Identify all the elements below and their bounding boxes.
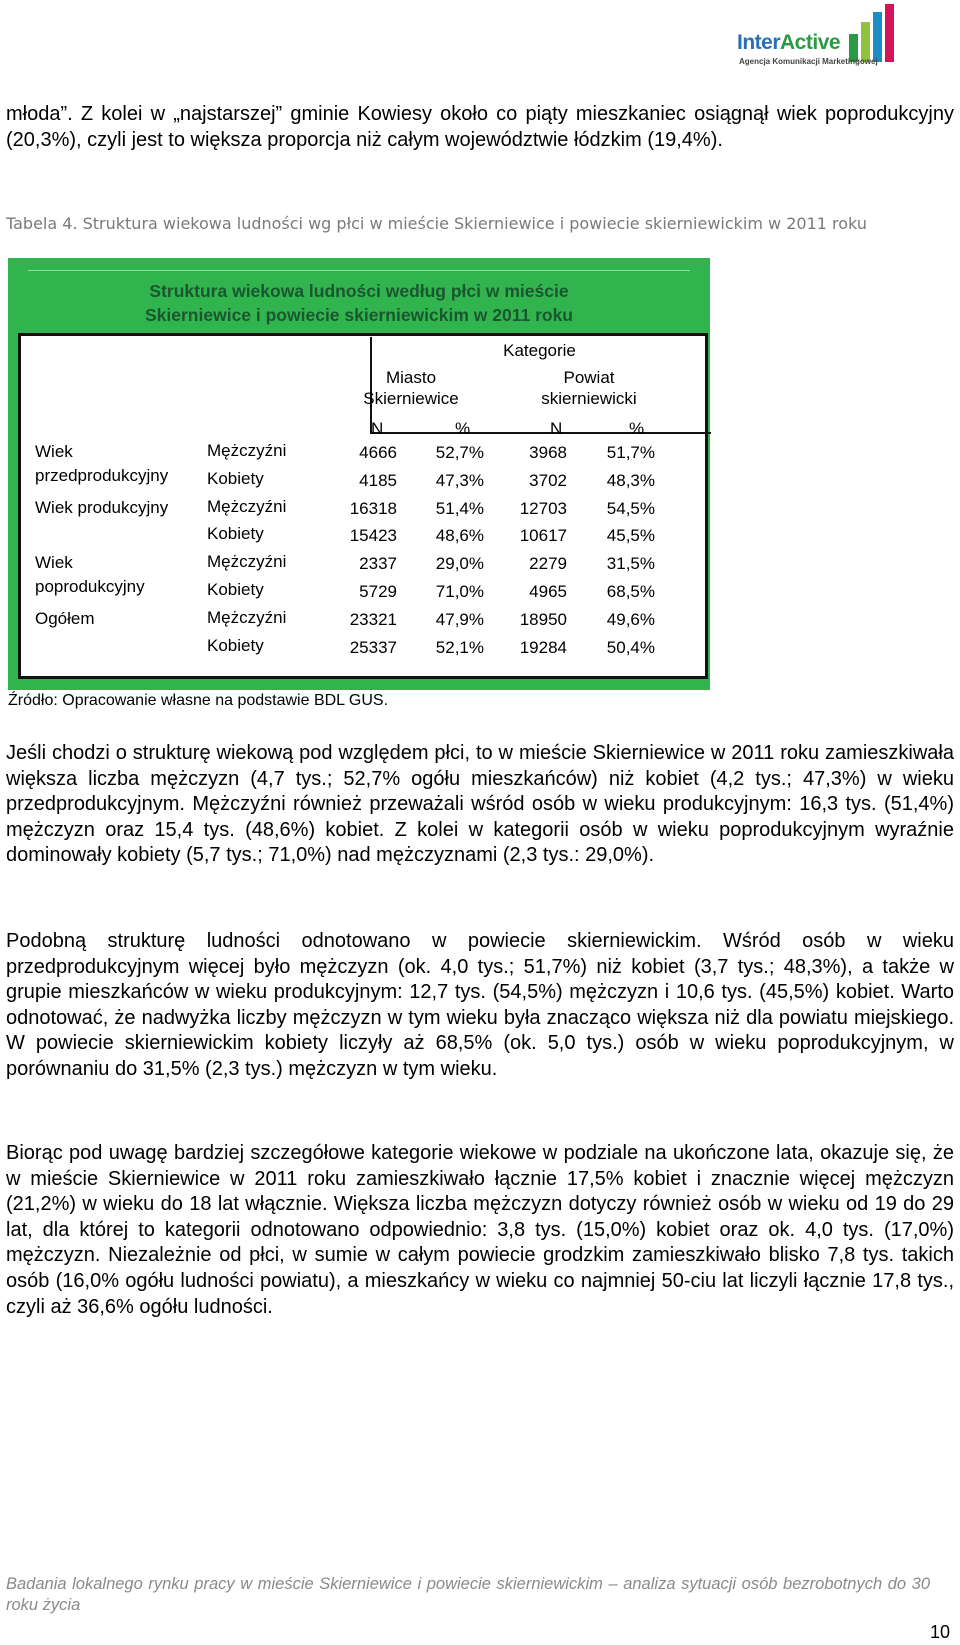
cell-n-miasto: 23321 — [349, 609, 397, 629]
cell-n-miasto: 25337 — [349, 637, 397, 657]
header-n-powiat: N — [550, 419, 563, 438]
paragraph-1: Jeśli chodzi o strukturę wiekową pod względem płci, to w mieście Skierniewice w 2011 roku zamieszkiwała większa liczba mężczyzn (4,7 tys.; 52,7% ogółu mieszkańców) niż kobiet (4,2 tys.; 47,3%) w wieku przedprodukcyjnym. Mężczyźni również przeważali wśród osób w wieku produkcyjnym: 16,3 tys. (51,4%) mężczyzn oraz 15,4 tys. (48,6%) kobiet. Z kolei w kategorii osób w wieku poprodukcyjnym wyraźnie dominowały kobiety (5,7 tys.; 71,0%) nad mężczyznami (2,3 tys.: 29,0%). — [6, 742, 954, 867]
table-title-line1: Struktura wiekowa ludności według płci w mieście — [149, 281, 569, 301]
cell-n-powiat: 3702 — [529, 470, 567, 490]
row-group-label: Wiek poprodukcyjny — [35, 553, 145, 597]
cell-n-miasto: 2337 — [359, 554, 397, 574]
interactive-logo — [737, 0, 897, 70]
cell-pct-miasto: 71,0% — [435, 582, 484, 601]
logo-subtitle: Agencja Komunikacji Marketingowej — [739, 57, 878, 66]
cell-pct-powiat: 54,5% — [606, 498, 655, 518]
cell-n-miasto: 5729 — [359, 582, 397, 601]
paragraph-2: Podobną strukturę ludności odnotowano w powiecie skierniewickim. Wśród osób w wieku przedprodukcyjnym więcej było mężczyzn (ok. 4,0 tys.; 51,7%) niż kobiet (3,7 tys.; 48,3%), a także w grupie mieszkańców w wieku produkcyjnym: 12,7 tys. (54,5%) mężczyzn i 10,6 tys. (45,5%) kobiet. Warto odnotować, że nadwyżka liczby mężczyzn w tym wieku była znacząco większa niż dla powiatu miejskiego. W powiecie skierniewickim kobiety liczyły aż 68,5% (ok. 5,0 tys.) osób w wieku poprodukcyjnym, w porównaniu do 31,5% (2,3 tys.) mężczyzn w tym wieku. — [6, 930, 954, 1080]
cell-sex: Mężczyźni — [207, 496, 287, 516]
cell-n-powiat: 3968 — [529, 443, 567, 462]
row-group-label: Ogółem — [35, 608, 95, 628]
cell-pct-powiat: 49,6% — [606, 609, 655, 629]
cell-pct-powiat: 45,5% — [606, 526, 655, 546]
header-pct-powiat: % — [629, 419, 645, 438]
cell-n-powiat: 18950 — [519, 609, 567, 629]
cell-sex: Mężczyźni — [207, 607, 287, 627]
cell-n-powiat: 2279 — [529, 554, 567, 574]
row-group-label: Wiek produkcyjny — [35, 497, 169, 517]
cell-pct-miasto: 47,3% — [435, 470, 484, 490]
cell-pct-powiat: 51,7% — [606, 443, 655, 462]
cell-n-powiat: 10617 — [519, 526, 567, 546]
cell-n-miasto: 4185 — [359, 470, 397, 490]
cell-pct-powiat: 48,3% — [606, 470, 655, 490]
cell-pct-miasto: 48,6% — [435, 526, 484, 546]
cell-pct-powiat: 31,5% — [606, 554, 655, 574]
page-number: 10 — [930, 1622, 951, 1642]
cell-n-powiat: 4965 — [529, 582, 567, 601]
header-miasto: Miasto Skierniewice — [363, 368, 459, 408]
cell-pct-miasto: 51,4% — [435, 498, 484, 518]
table-panel — [8, 258, 710, 690]
cell-n-miasto: 16318 — [349, 498, 397, 518]
logo-bars-icon — [849, 4, 897, 62]
cell-pct-powiat: 68,5% — [606, 582, 655, 601]
table-source: Źródło: Opracowanie własne na podstawie BDL GUS. — [8, 692, 389, 709]
cell-n-powiat: 12703 — [519, 498, 567, 518]
cell-pct-powiat: 50,4% — [606, 637, 655, 657]
table-title-line2: Skierniewice i powiecie skierniewickim w 2011 roku — [145, 305, 573, 325]
header-n-miasto: N — [371, 419, 384, 438]
cell-n-miasto: 15423 — [349, 526, 397, 546]
header-pct-miasto: % — [455, 419, 471, 438]
cell-sex: Kobiety — [207, 580, 264, 599]
table-caption: Tabela 4. Struktura wiekowa ludności wg płci w mieście Skierniewice i powiecie skierniewickim w 2011 roku — [6, 214, 867, 233]
cell-pct-miasto: 52,1% — [435, 637, 484, 657]
cell-sex: Kobiety — [207, 524, 264, 544]
page-footer: Badania lokalnego rynku pracy w mieście Skierniewice i powiecie skierniewickim – analiza sytuacji osób bezrobotnych do 30 roku życia — [6, 1575, 930, 1614]
cell-n-powiat: 19284 — [519, 637, 567, 657]
cell-sex: Mężczyźni — [207, 552, 287, 572]
table-title — [28, 270, 690, 330]
cell-sex: Kobiety — [207, 635, 264, 655]
cell-n-miasto: 4666 — [359, 443, 397, 462]
data-table — [18, 333, 708, 679]
cell-pct-miasto: 47,9% — [435, 609, 484, 629]
cell-sex: Kobiety — [207, 468, 264, 488]
paragraph-3: Biorąc pod uwagę bardziej szczegółowe kategorie wiekowe w podziale na ukończone lata, okazuje się, że w mieście Skierniewice w 2011 roku zamieszkiwało łącznie 17,5% kobiet i znacznie więcej mężczyzn (21,2%) w wieku do 18 lat włącznie. Większa liczba mężczyzn dotyczy również osób w wieku od 19 do 29 lat, dla której to kategorii odnotowano odpowiednio: 3,8 tys. (15,0%) kobiet oraz ok. 4,0 tys. (17,0%) mężczyzn. Niezależnie od płci, w sumie w całym powiecie grodzkim zamieszkiwało blisko 7,8 tys. takich osób (16,0% ogółu ludności powiatu), a mieszkańcy w wieku co najmniej 50-ciu lat liczyli łącznie 17,8 tys., czyli aż 36,6% ogółu ludności. — [6, 1142, 954, 1318]
row-group-label: Wiek przedprodukcyjny — [35, 442, 169, 485]
cell-pct-miasto: 52,7% — [435, 443, 484, 462]
cell-sex: Mężczyźni — [207, 441, 287, 460]
header-kategorie: Kategorie — [503, 341, 576, 360]
header-powiat: Powiat skierniewicki — [541, 368, 637, 408]
cell-pct-miasto: 29,0% — [435, 554, 484, 574]
intro-paragraph: młoda”. Z kolei w „najstarszej” gminie Kowiesy około co piąty mieszkaniec osiągnął wiek poprodukcyjny (20,3%), czyli jest to większa proporcja niż całym województwie łódzkim (19,4%). — [6, 103, 954, 151]
logo-text: InterActive — [737, 31, 841, 54]
